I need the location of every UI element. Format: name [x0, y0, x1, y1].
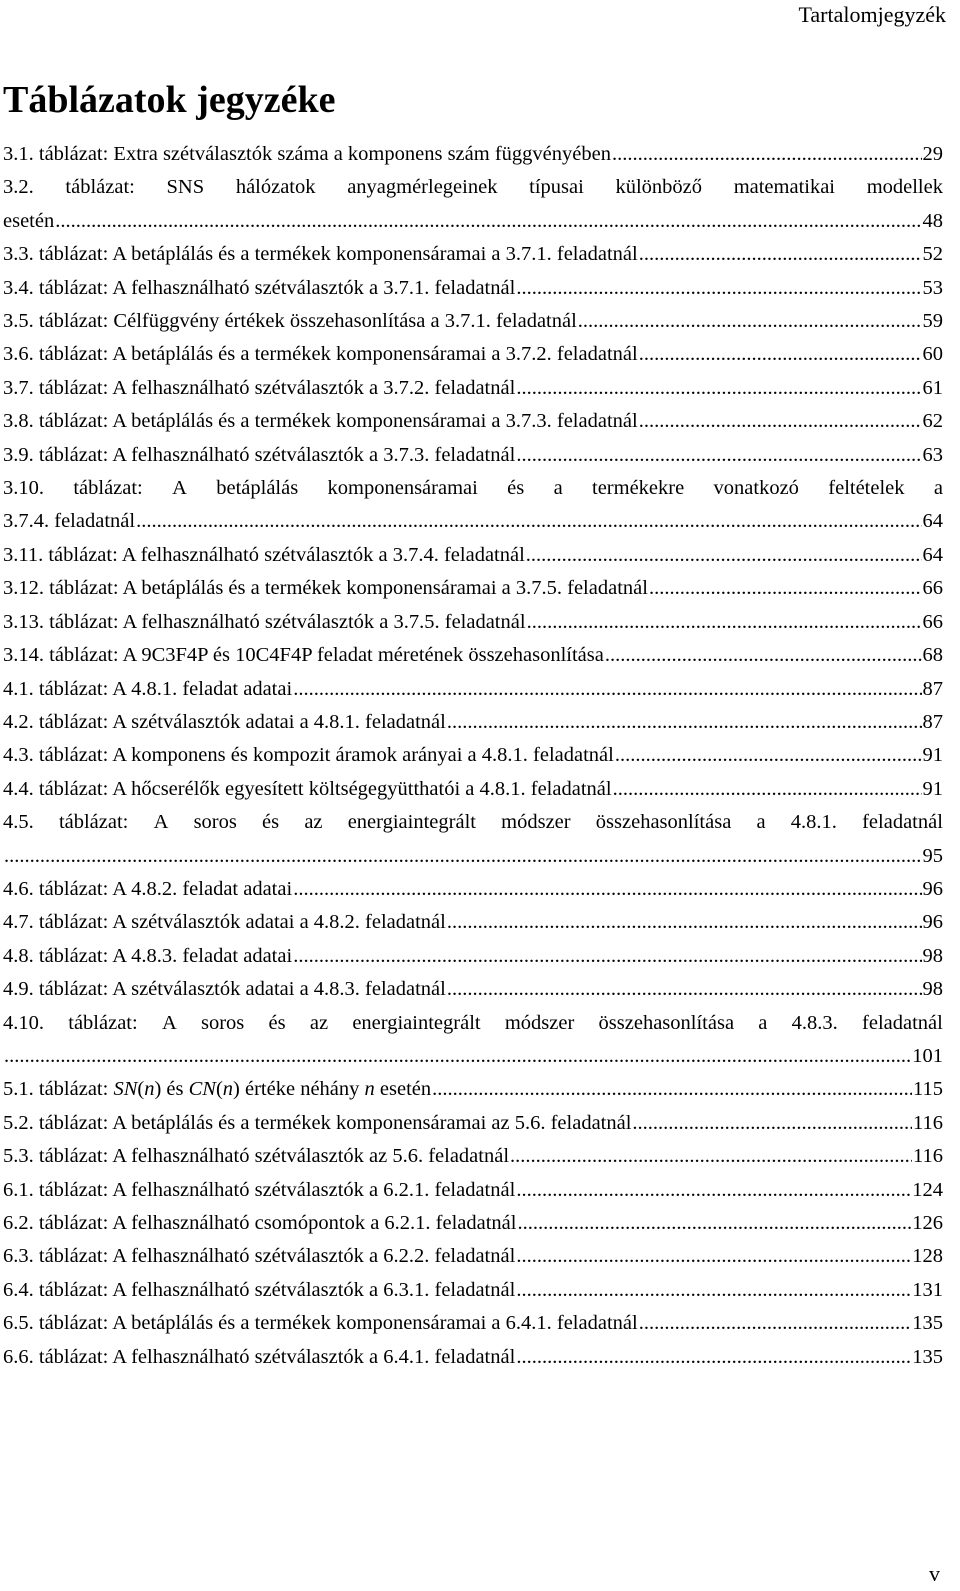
toc-entry-page-number: 63	[922, 443, 943, 466]
toc-entry[interactable]	[3, 572, 943, 605]
toc-entry-title: 6.4. táblázat: A felhasználható szétválasztók a 6.3.1. feladatnál	[3, 1278, 516, 1301]
toc-entry[interactable]	[3, 906, 943, 939]
toc-entry-page-number: 135	[912, 1312, 943, 1335]
toc-entry-page-number: 126	[912, 1212, 943, 1234]
toc-entry-page-number: 95	[922, 844, 943, 867]
toc-entry-title: 4.7. táblázat: A szétválasztók adatai a 4.8.2. feladatnál	[3, 911, 446, 934]
toc-entry-word: A	[161, 1011, 177, 1034]
dot-leader	[605, 639, 922, 672]
toc-entry[interactable]	[3, 1007, 943, 1074]
dot-leader	[612, 138, 922, 171]
toc-entry[interactable]	[3, 472, 943, 539]
toc-entry-title: 3.8. táblázat: A betáplálás és a termékek komponensáramai a 3.7.3. feladatnál	[3, 410, 638, 433]
toc-entry[interactable]	[3, 171, 943, 238]
toc-entry-title: 6.5. táblázat: A betáplálás és a termékek komponensáramai a 6.4.1. feladatnál	[3, 1312, 638, 1335]
toc-entry-page-number: 87	[922, 677, 943, 700]
toc-entry-title: 4.1. táblázat: A 4.8.1. feladat adatai	[3, 677, 293, 700]
toc-entry-title: 3.6. táblázat: A betáplálás és a termékek komponensáramai a 3.7.2. feladatnál	[3, 343, 638, 366]
dot-leader	[516, 1341, 911, 1374]
toc-entry-word: feladatnál	[862, 1011, 943, 1034]
toc-entry-page-number: 124	[912, 1178, 943, 1201]
toc-entry-line	[3, 1040, 943, 1073]
toc-entry-line	[3, 1107, 943, 1140]
dot-leader	[639, 1307, 912, 1340]
toc-entry-word: anyagmérlegeinek	[347, 176, 498, 199]
toc-entry-title: 3.11. táblázat: A felhasználható szétválasztók a 3.7.4. feladatnál	[3, 543, 525, 566]
toc-entry-page-number: 66	[922, 577, 943, 600]
toc-entry-title: 6.6. táblázat: A felhasználható szétválasztók a 6.4.1. feladatnál	[3, 1345, 516, 1368]
toc-entry-word: energiaintegrált	[352, 1011, 481, 1034]
toc-entry-title: 3.9. táblázat: A felhasználható szétválasztók a 3.7.3. feladatnál	[3, 443, 516, 466]
toc-entry[interactable]	[3, 439, 943, 472]
toc-entry-title: 3.1. táblázat: Extra szétválasztók száma a komponens szám függvényében	[3, 143, 611, 165]
dot-leader	[517, 1207, 911, 1240]
toc-entry[interactable]	[3, 606, 943, 639]
toc-entry-title: 4.6. táblázat: A 4.8.2. feladat adatai	[3, 877, 293, 900]
toc-entry-page-number: 60	[922, 343, 943, 366]
dot-leader	[516, 1274, 911, 1307]
toc-entry-word: a	[758, 1011, 768, 1034]
toc-entry[interactable]	[3, 1140, 943, 1173]
toc-entry[interactable]	[3, 405, 943, 438]
toc-entry-word: a	[553, 477, 563, 500]
toc-entry[interactable]	[3, 1341, 943, 1374]
toc-entry-title: 3.14. táblázat: A 9C3F4P és 10C4F4P feladat méretének összehasonlítása	[3, 644, 604, 667]
toc-entry-word: soros	[201, 1011, 245, 1034]
toc-entry-title: 3.12. táblázat: A betáplálás és a termékek komponensáramai a 3.7.5. feladatnál	[3, 577, 648, 600]
dot-leader	[516, 1240, 911, 1273]
toc-entry-title: 4.4. táblázat: A hőcserélők egyesített költségegyütthatói a 4.8.1. feladatnál	[3, 777, 612, 800]
toc-entry-line	[3, 773, 943, 806]
toc-entry-page-number: 116	[913, 1145, 943, 1168]
toc-entry-word: az	[309, 1011, 329, 1034]
toc-entry-word: táblázat:	[68, 1011, 138, 1034]
toc-entry-title: 6.3. táblázat: A felhasználható szétválasztók a 6.2.2. feladatnál	[3, 1245, 516, 1268]
toc-entry-line	[3, 439, 943, 472]
toc-entry-word: típusai	[529, 176, 584, 199]
toc-entry-page-number: 116	[913, 1111, 943, 1134]
toc-entry-word: A	[153, 811, 169, 834]
toc-entry-page-number: 98	[922, 978, 943, 1001]
toc-entry-line	[3, 505, 943, 538]
toc-entry-title: 5.3. táblázat: A felhasználható szétválasztók az 5.6. feladatnál	[3, 1145, 510, 1168]
toc-entry-line	[3, 539, 943, 572]
toc-entry-line	[3, 873, 943, 906]
toc-entry-word: hálózatok	[235, 176, 316, 199]
dot-leader	[615, 739, 922, 772]
toc-entry-page-number: 128	[912, 1245, 943, 1268]
toc-entry-word: 4.10.	[3, 1011, 44, 1034]
dot-leader	[4, 1040, 911, 1073]
toc-entry-word: A	[172, 477, 187, 500]
toc-entry-page-number: 62	[922, 410, 943, 433]
dot-leader	[639, 405, 922, 438]
toc-entry-line	[3, 840, 943, 873]
toc-entry-title: esetén	[3, 209, 55, 232]
toc-entry-word: 4.8.3.	[791, 1011, 838, 1034]
toc-entry[interactable]	[3, 873, 943, 906]
dot-leader	[432, 1073, 912, 1106]
toc-entry-first-line	[3, 472, 943, 505]
toc-entry[interactable]	[3, 1174, 943, 1207]
toc-entry-word: az	[304, 811, 323, 834]
toc-entry-line	[3, 338, 943, 371]
toc-entry-word: feladatnál	[862, 811, 943, 834]
dot-leader	[613, 773, 922, 806]
toc-entry-word: és	[268, 1011, 286, 1034]
dot-leader	[447, 973, 922, 1006]
dot-leader	[649, 572, 922, 605]
toc-entry-word: táblázat:	[65, 176, 135, 199]
toc-entry-page-number: 135	[912, 1345, 943, 1368]
toc-entry[interactable]	[3, 372, 943, 405]
toc-entry-title: 4.9. táblázat: A szétválasztók adatai a 4.8.3. feladatnál	[3, 978, 446, 1001]
toc-entry-word: módszer	[501, 811, 571, 834]
toc-entry-line	[3, 940, 943, 973]
toc-entry-line	[3, 906, 943, 939]
running-header: Tartalomjegyzék	[798, 2, 946, 27]
toc-entry-page-number: 66	[922, 610, 943, 633]
toc-entry-page-number: 115	[913, 1078, 943, 1101]
toc-entry-word: táblázat:	[73, 477, 143, 500]
dot-leader	[136, 505, 921, 538]
toc-entry-page-number: 48	[922, 209, 943, 232]
toc-entry-page-number: 29	[922, 143, 943, 165]
toc-entry-page-number: 53	[922, 276, 943, 299]
toc-entry-title: 6.2. táblázat: A felhasználható csomópontok a 6.2.1. feladatnál	[3, 1212, 517, 1234]
toc-entry-title: 3.5. táblázat: Célfüggvény értékek összehasonlítása a 3.7.1. feladatnál	[3, 310, 577, 333]
toc-entry-word: modellek	[866, 176, 943, 199]
toc-entry[interactable]	[3, 639, 943, 672]
dot-leader	[526, 539, 922, 572]
toc-entry-line	[3, 405, 943, 438]
toc-entry-word: betáplálás	[216, 477, 299, 500]
dot-leader	[447, 706, 922, 739]
toc-entry-page-number: 68	[922, 644, 943, 667]
toc-entry-title: 3.13. táblázat: A felhasználható szétválasztók a 3.7.5. feladatnál	[3, 610, 526, 633]
toc-entry-line	[3, 739, 943, 772]
toc-entry[interactable]	[3, 1240, 943, 1273]
toc-entry-line	[3, 372, 943, 405]
toc-entry-page-number: 131	[912, 1278, 943, 1301]
toc-entry[interactable]	[3, 338, 943, 371]
toc-entry-line	[3, 1207, 943, 1240]
toc-entry-word: matematikai	[733, 176, 836, 199]
toc-entry-word: 3.10.	[3, 477, 44, 500]
toc-entry-page-number: 87	[922, 710, 943, 733]
dot-leader	[639, 238, 922, 271]
toc-entry-first-line	[3, 806, 943, 839]
toc-entry-line	[3, 1274, 943, 1307]
toc-entry-page-number: 91	[922, 777, 943, 800]
toc-entry[interactable]	[3, 1274, 943, 1307]
toc-entry-word: a	[756, 811, 766, 834]
toc-entry-page-number: 64	[922, 543, 943, 566]
toc-entry-word: összehasonlítása	[598, 1011, 735, 1034]
toc-entry[interactable]	[3, 806, 943, 873]
toc-entry[interactable]	[3, 973, 943, 1006]
toc-entry-title: 6.1. táblázat: A felhasználható szétválasztók a 6.2.1. feladatnál	[3, 1178, 516, 1201]
toc-entry-word: különböző	[615, 176, 703, 199]
toc-entry-line	[3, 606, 943, 639]
toc-entry-line	[3, 238, 943, 271]
dot-leader	[447, 906, 922, 939]
dot-leader	[55, 205, 921, 238]
toc-entry[interactable]	[3, 1073, 943, 1106]
toc-entry[interactable]	[3, 272, 943, 305]
toc-entry-title: 4.8. táblázat: A 4.8.3. feladat adatai	[3, 944, 293, 967]
dot-leader	[516, 272, 921, 305]
dot-leader	[4, 840, 922, 873]
toc-entry-line	[3, 1341, 943, 1374]
toc-entry-page-number: 96	[922, 877, 943, 900]
toc-entry[interactable]	[3, 706, 943, 739]
toc-entry[interactable]	[3, 1207, 943, 1240]
toc-entry-line	[3, 973, 943, 1006]
toc-entry-line	[3, 205, 943, 238]
toc-entry-title: 4.2. táblázat: A szétválasztók adatai a 4.8.1. feladatnál	[3, 710, 446, 733]
page-number: v	[929, 1561, 940, 1586]
toc-entry-word: SNS	[166, 176, 205, 199]
dot-leader	[293, 940, 921, 973]
dot-leader	[293, 673, 921, 706]
toc-entry-page-number: 64	[922, 510, 943, 533]
dot-leader	[516, 372, 921, 405]
toc-entry-title: 3.7.4. feladatnál	[3, 510, 136, 533]
toc-entry-page-number: 91	[922, 744, 943, 767]
toc-entry[interactable]	[3, 138, 943, 171]
toc-entry-title: 3.4. táblázat: A felhasználható szétválasztók a 3.7.1. feladatnál	[3, 276, 516, 299]
toc-entry-word: 3.2.	[3, 176, 34, 199]
toc-entry-word: és	[262, 811, 280, 834]
dot-leader	[632, 1107, 912, 1140]
dot-leader	[578, 305, 922, 338]
toc-entry-title: 5.1. táblázat: SN(n) és CN(n) értéke néhány n esetén	[3, 1078, 432, 1101]
toc-entry-word: komponensáramai	[327, 477, 478, 500]
toc-entry-line	[3, 1140, 943, 1173]
page-title: Táblázatok jegyzéke	[3, 79, 336, 121]
toc-entry[interactable]	[3, 1107, 943, 1140]
toc-entry[interactable]	[3, 238, 943, 271]
toc-entry-page-number: 59	[922, 310, 943, 333]
toc-entry[interactable]	[3, 673, 943, 706]
toc-entry-word: és	[507, 477, 525, 500]
toc-entry[interactable]	[3, 539, 943, 572]
dot-leader	[639, 338, 922, 371]
toc-entry-line	[3, 572, 943, 605]
toc-entry[interactable]	[3, 940, 943, 973]
list-of-tables	[3, 138, 943, 1374]
toc-entry-title: 3.7. táblázat: A felhasználható szétválasztók a 3.7.2. feladatnál	[3, 376, 516, 399]
toc-entry-title: 5.2. táblázat: A betáplálás és a termékek komponensáramai az 5.6. feladatnál	[3, 1111, 632, 1134]
toc-entry-page-number: 96	[922, 911, 943, 934]
toc-entry-page-number: 52	[922, 243, 943, 266]
toc-entry[interactable]	[3, 305, 943, 338]
dot-leader	[510, 1140, 912, 1173]
toc-entry-line	[3, 706, 943, 739]
toc-entry-line	[3, 1307, 943, 1340]
toc-entry-line	[3, 1240, 943, 1273]
toc-entry-page-number: 61	[922, 376, 943, 399]
dot-leader	[527, 606, 922, 639]
toc-entry-word: vonatkozó	[713, 477, 799, 500]
toc-entry-line	[3, 305, 943, 338]
dot-leader	[293, 873, 921, 906]
toc-entry[interactable]	[3, 739, 943, 772]
toc-entry-word: feltételek	[828, 477, 905, 500]
toc-entry-line	[3, 1174, 943, 1207]
toc-entry-word: 4.5.	[3, 811, 34, 834]
toc-entry-first-line	[3, 1007, 943, 1040]
toc-entry-word: termékekre	[592, 477, 685, 500]
toc-entry-word: módszer	[504, 1011, 575, 1034]
toc-entry-title: 3.3. táblázat: A betáplálás és a termékek komponensáramai a 3.7.1. feladatnál	[3, 243, 638, 266]
toc-entry[interactable]	[3, 773, 943, 806]
toc-entry-word: energiaintegrált	[347, 811, 476, 834]
toc-entry-word: soros	[193, 811, 237, 834]
toc-entry-line	[3, 272, 943, 305]
toc-entry-line	[3, 673, 943, 706]
toc-entry-line	[3, 138, 943, 171]
toc-entry-page-number: 101	[912, 1044, 943, 1067]
toc-entry-line	[3, 639, 943, 672]
toc-entry-word: összehasonlítása	[595, 811, 732, 834]
dot-leader	[516, 1174, 911, 1207]
toc-entry-first-line	[3, 171, 943, 204]
toc-entry-word: a	[933, 477, 943, 500]
toc-entry-word: táblázat:	[58, 811, 129, 834]
toc-entry-line	[3, 1073, 943, 1106]
toc-entry-word: 4.8.1.	[790, 811, 837, 834]
toc-entry[interactable]	[3, 1307, 943, 1340]
toc-entry-title: 4.3. táblázat: A komponens és kompozit áramok arányai a 4.8.1. feladatnál	[3, 744, 614, 767]
dot-leader	[516, 439, 921, 472]
toc-entry-page-number: 98	[922, 944, 943, 967]
